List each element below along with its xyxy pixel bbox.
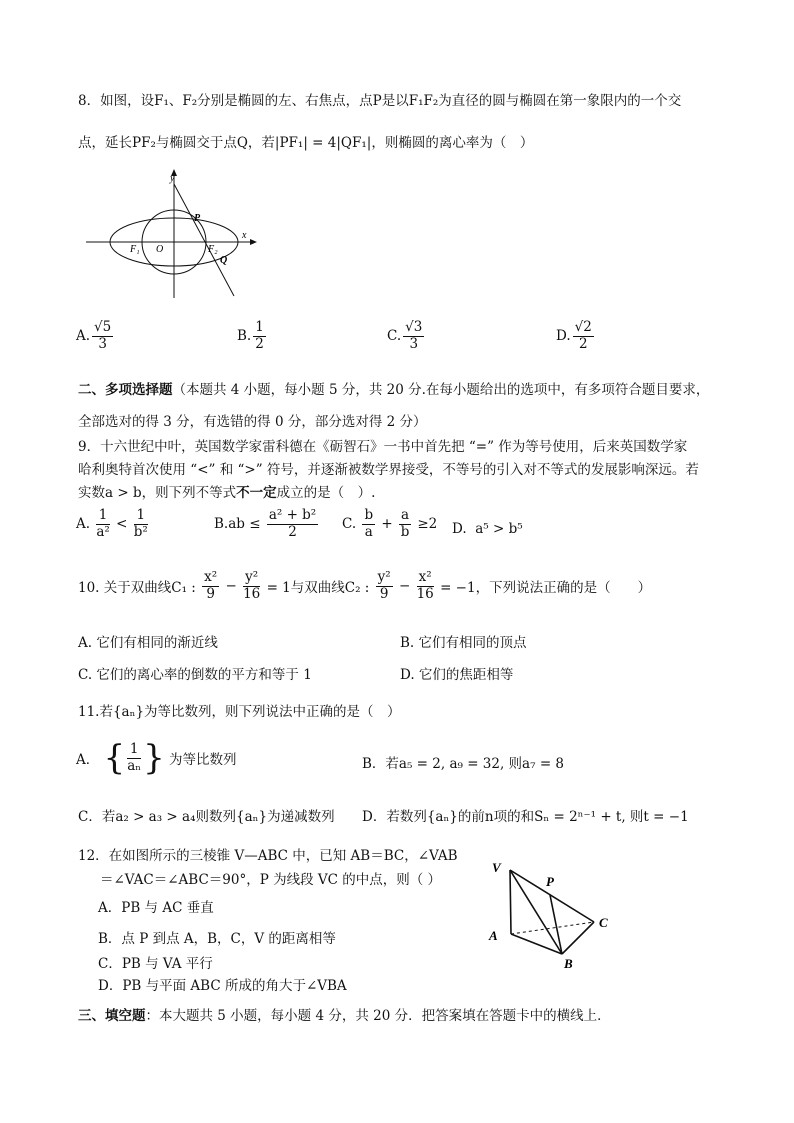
q8-option-a[interactable] xyxy=(76,320,115,352)
q9-line2: 哈利奥特首次使用 “<” 和 “>” 符号，并逐渐被数学界接受，不等号的引入对不等式的发展影响深远。若 xyxy=(78,462,699,478)
section3-heading xyxy=(78,1004,611,1024)
q9-line3: 实数a > b，则下列不等式不一定成立的是（ ）. xyxy=(78,485,376,501)
q8-stem-line2: 点，延长PF₂与椭圆交于点Q，若|PF₁| = 4|QF₁|，则椭圆的离心率为（ ） xyxy=(78,135,534,151)
q12-option-a[interactable]: A．PB 与 AC 垂直 xyxy=(98,900,214,916)
q10-option-d[interactable]: D. 它们的焦距相等 xyxy=(400,667,514,683)
q9-option-c[interactable]: C. $\frac{b}{a}$ + $\frac{a}{b}$ ≥2 xyxy=(342,507,438,540)
label-p: P xyxy=(546,874,554,889)
q12-pyramid-figure xyxy=(484,852,624,974)
option-letter: D. xyxy=(556,328,571,345)
label-v: V xyxy=(492,860,501,875)
line-pq xyxy=(174,184,234,296)
label-f1: F₁ xyxy=(130,244,140,255)
fraction: $\frac{√5}{3}$ xyxy=(94,319,112,352)
edge-ac-hidden xyxy=(511,922,594,934)
q9-option-a[interactable]: A. $\frac{1}{\text{a²}}$ < $\frac{1}{\text{b²}}$ xyxy=(76,507,148,540)
section2-desc: （本题共 4 小题，每小题 5 分，共 20 分.在每小题给出的选项中，有多项符合题目要求， xyxy=(172,382,710,398)
q8-option-c[interactable] xyxy=(387,320,426,352)
q11-option-a[interactable]: A． { $\frac{1}{\text{aₙ}}$ } 为等比数列 xyxy=(76,738,237,778)
label-p: P xyxy=(194,213,201,224)
emphasis-not-necessarily: 不一定 xyxy=(236,485,277,501)
label-b: B xyxy=(564,956,573,971)
q11-option-d[interactable]: D．若数列{aₙ}的前n项的和Sₙ = 2ⁿ⁻¹ + t, 则t = −1 xyxy=(362,809,689,825)
q8-option-d[interactable] xyxy=(556,320,596,352)
edge-va xyxy=(510,870,511,934)
q10-stem: 10. 关于双曲线C₁ : $\frac{\text{x²}}{9}$ − $\frac{\text{y²}}{16}$ = 1与双曲线C₂ : $\frac{\text{y²}}{9}$ − $\frac{\text{x²}}{16}$ = −1，下列说法正确的是（ ） xyxy=(78,569,652,602)
q10-option-a[interactable]: A. 它们有相同的渐近线 xyxy=(78,635,218,651)
q11-stem: 11.若{aₙ}为等比数列，则下列说法中正确的是（ ） xyxy=(78,704,401,720)
q9-line1: 9．十六世纪中叶，英国数学家雷科德在《砺智石》一书中首先把 “=” 作为等号使用，后来英国数学家 xyxy=(78,439,688,455)
section2-line2: 全部选对的得 3 分，有选错的得 0 分，部分选对得 2 分） xyxy=(78,414,427,430)
label-x: x xyxy=(242,230,247,241)
label-c: C xyxy=(599,915,608,930)
fraction: $\frac{√2}{2}$ xyxy=(574,319,592,352)
fraction: $\frac{√3}{3}$ xyxy=(405,319,423,352)
q9-option-b[interactable]: B.ab ≤ $\frac{\text{a² + b²}}{2}$ xyxy=(214,507,317,540)
q9-option-d[interactable]: D. a⁵ > b⁵ xyxy=(452,521,523,537)
q8-stem-line1: 8．如图，设F₁、F₂分别是椭圆的左、右焦点，点P是以F₁F₂为直径的圆与椭圆在第一象限内的一个交 xyxy=(78,93,682,109)
section2-heading xyxy=(78,378,709,398)
section2-title: 二、多项选择题 xyxy=(78,382,173,398)
label-f2: F₂ xyxy=(208,244,218,255)
q8-ellipse-figure xyxy=(84,168,260,300)
label-q: Q xyxy=(220,255,228,266)
q10-option-b[interactable]: B. 它们有相同的顶点 xyxy=(400,635,527,651)
option-letter: A. xyxy=(76,328,91,345)
label-a: A xyxy=(489,928,498,943)
q12-option-b[interactable]: B．点 P 到点 A，B，C，V 的距离相等 xyxy=(98,931,336,947)
q11-option-b[interactable]: B．若a₅ = 2, a₉ = 32, 则a₇ = 8 xyxy=(362,756,565,772)
option-letter: C. xyxy=(387,328,402,345)
q12-option-c[interactable]: C．PB 与 VA 平行 xyxy=(98,956,213,972)
section3-desc: ：本大题共 5 小题，每小题 4 分，共 20 分．把答案填在答题卡中的横线上． xyxy=(145,1008,611,1024)
fraction: $\frac{1}{2}$ xyxy=(255,319,264,352)
label-o: O xyxy=(156,244,164,255)
edge-ab xyxy=(511,934,562,954)
x-axis-arrow xyxy=(250,239,257,245)
q11-option-c[interactable]: C．若a₂ > a₃ > a₄则数列{aₙ}为递减数列 xyxy=(78,809,335,825)
option-letter: B. xyxy=(237,328,252,345)
label-y: y xyxy=(170,173,175,184)
q10-option-c[interactable]: C. 它们的离心率的倒数的平方和等于 1 xyxy=(78,667,312,683)
q12-option-d[interactable]: D．PB 与平面 ABC 所成的角大于∠VBA xyxy=(98,978,347,994)
edge-bc xyxy=(562,922,594,954)
q12-line2: ＝∠VAC＝∠ABC＝90°，P 为线段 VC 的中点，则（ ） xyxy=(100,872,442,888)
q12-line1: 12．在如图所示的三棱锥 V—ABC 中，已知 AB＝BC，∠VAB xyxy=(78,848,458,864)
section3-title: 三、填空题 xyxy=(78,1008,146,1024)
q8-option-b[interactable] xyxy=(237,320,268,352)
